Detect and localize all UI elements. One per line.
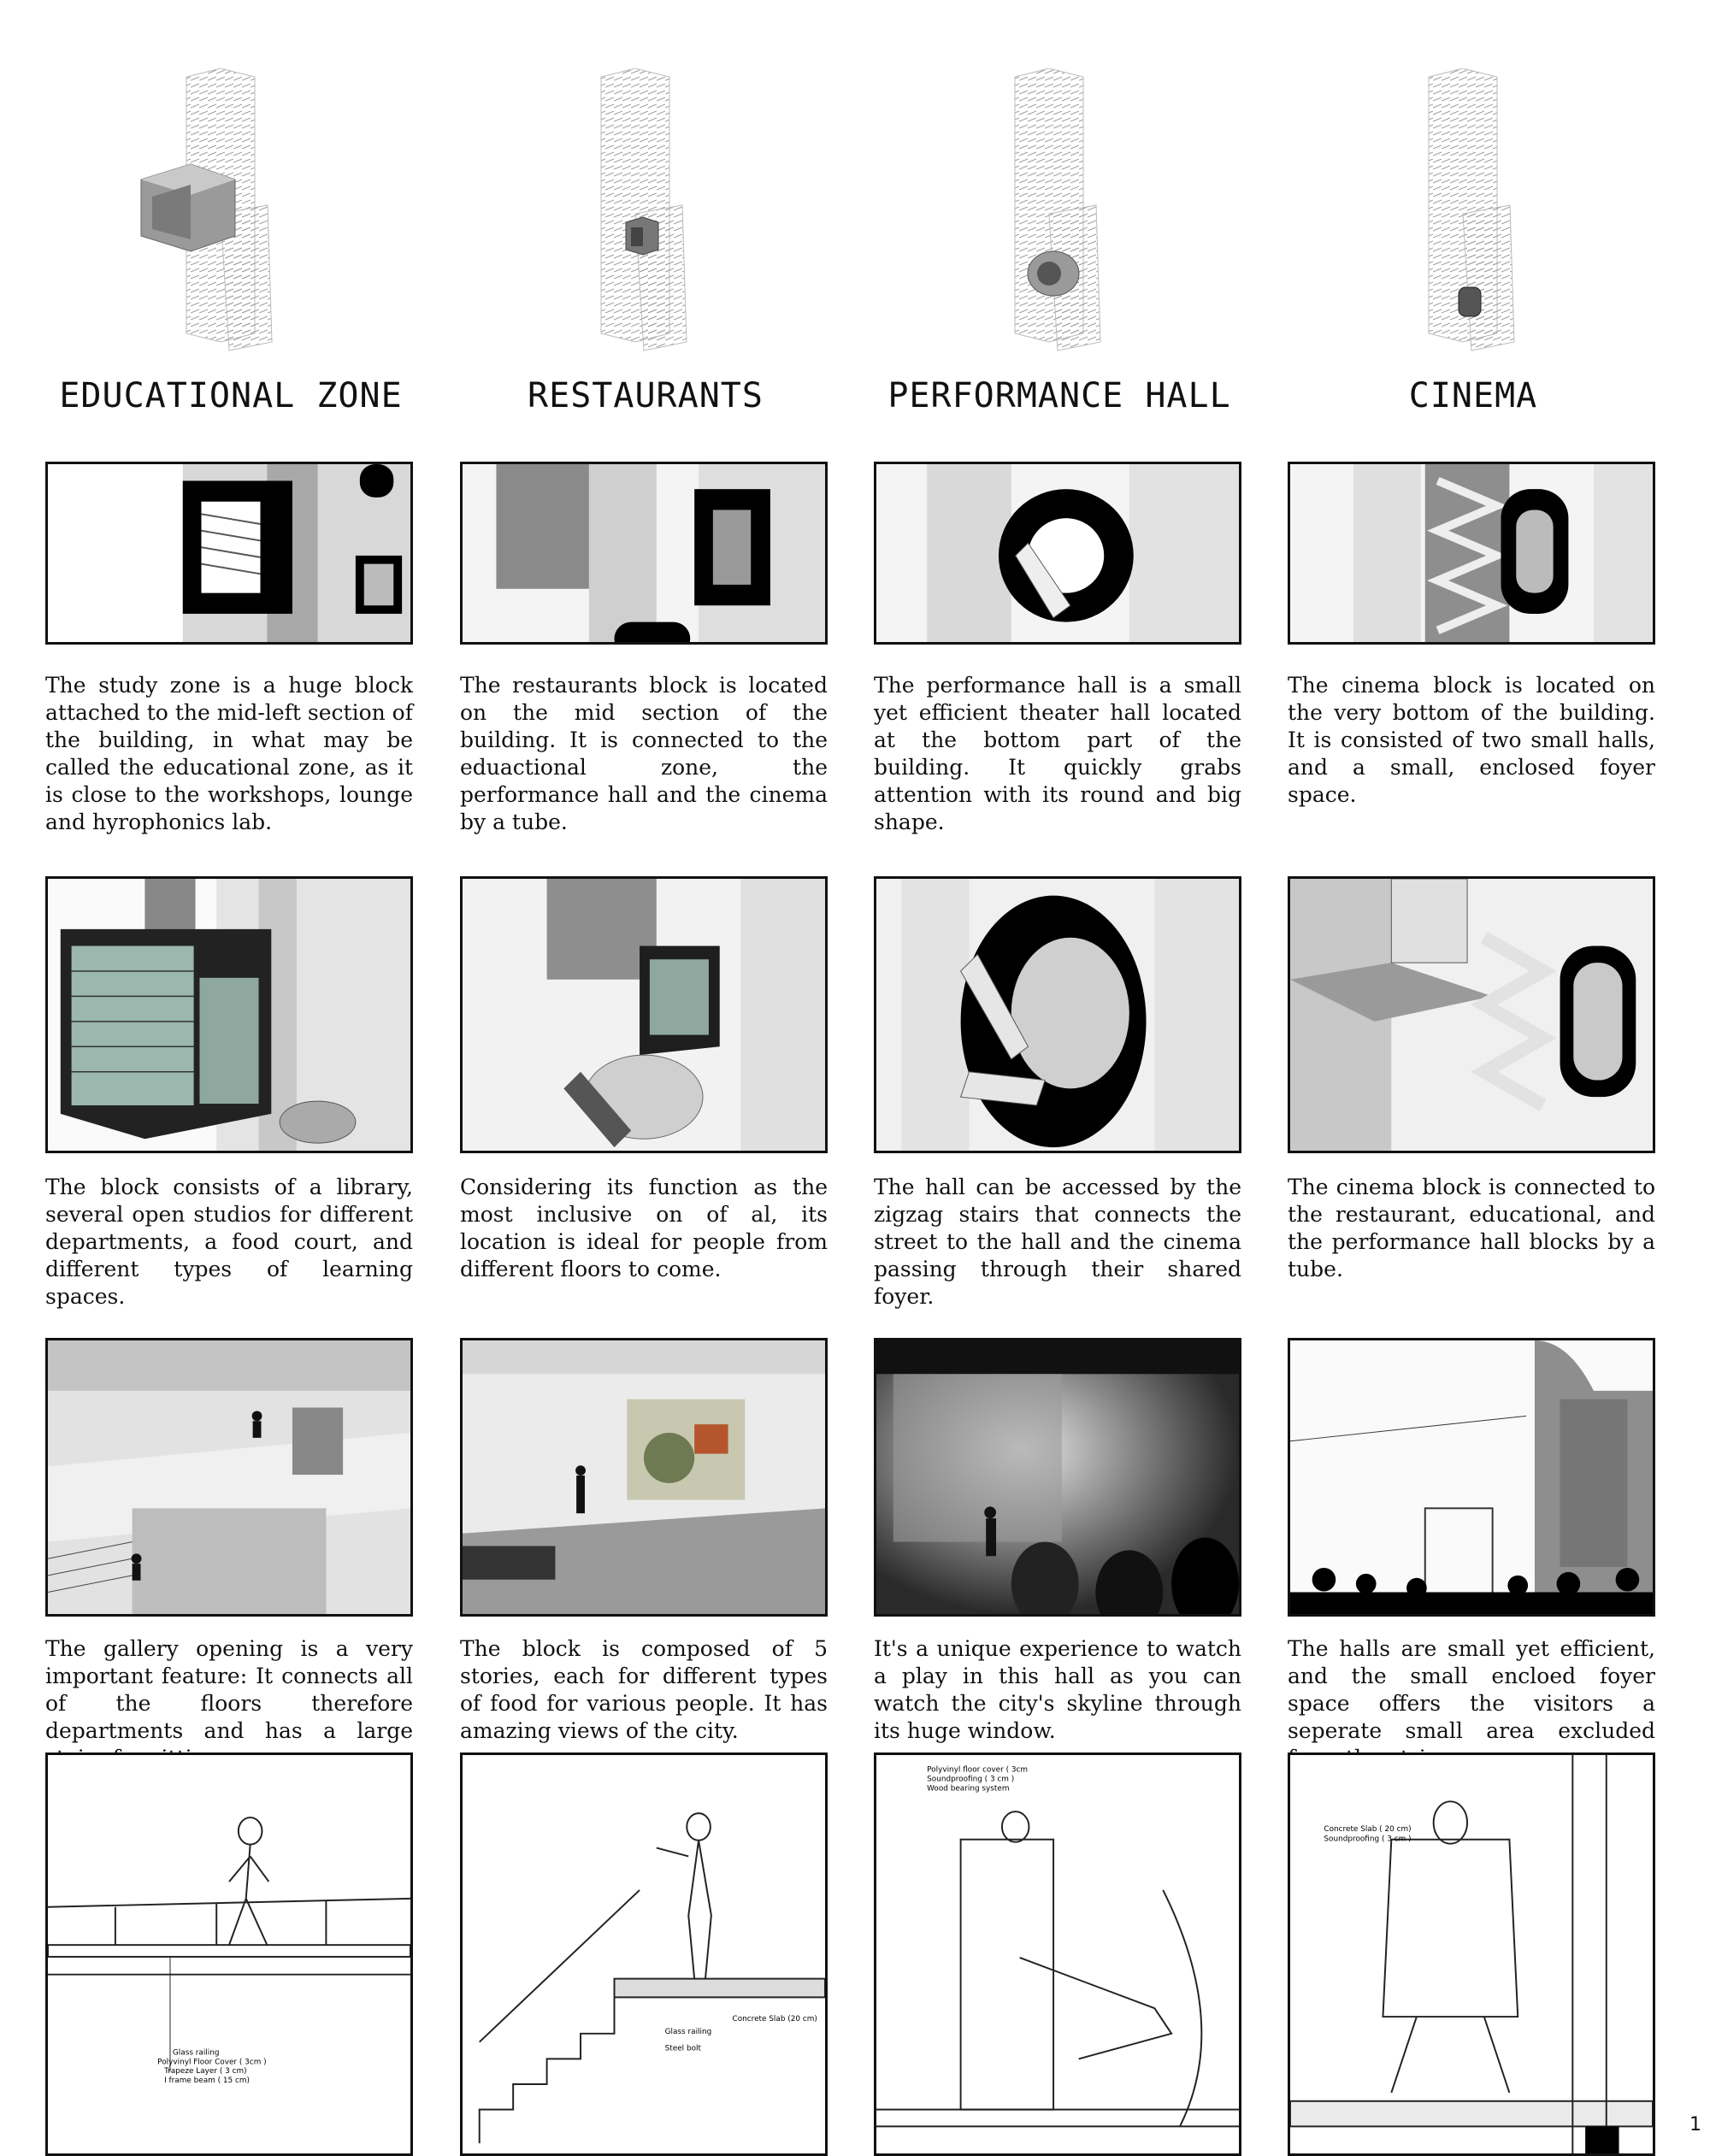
column-cinema bbox=[1288, 0, 1659, 2137]
interior-description: The block is composed of 5 stories, each for different types of food for various people. It has amazing views of the city. bbox=[460, 1636, 828, 1743]
zone-title: EDUCATIONAL ZONE bbox=[59, 376, 403, 415]
section-detail-panel bbox=[460, 1752, 828, 2156]
interior-description: The gallery opening is a very important feature: It connects all of the floors therefore departments and has a large bbox=[45, 1636, 413, 1743]
detail-label: Trapeze Layer ( 3 cm) bbox=[164, 2067, 247, 2076]
block-illustration-panel bbox=[45, 876, 413, 1153]
interior-render-panel bbox=[874, 1338, 1241, 1617]
block-description: The block consists of a library, several open studios for different departments, a food court, and different types of learning spaces. bbox=[45, 1175, 413, 1309]
zone-description: The performance hall is a small yet efficient theater hall located at the bottom part of the building. It quickly grabs attention with its round and big shape. bbox=[874, 673, 1241, 834]
zone-description: The cinema block is located on the very bottom of the building. It is consisted of two small halls, and a small, enclosed foyer space. bbox=[1288, 673, 1655, 807]
page-number: 1 bbox=[1689, 2114, 1701, 2135]
zone-title: RESTAURANTS bbox=[528, 376, 764, 415]
axonometric-panel bbox=[1288, 462, 1655, 645]
interior-description: It's a unique experience to watch a play in this hall as you can watch the city's skyline through its huge window. bbox=[874, 1636, 1241, 1743]
block-description: The cinema block is connected to the restaurant, educational, and the performance hall blocks by a tube. bbox=[1288, 1175, 1655, 1281]
detail-label: Soundproofing ( 3 cm ) bbox=[1324, 1835, 1412, 1844]
zone-title: CINEMA bbox=[1408, 376, 1538, 415]
detail-label: Concrete Slab ( 20 cm) bbox=[1324, 1824, 1412, 1834]
detail-label: Concrete Slab (20 cm) bbox=[732, 2014, 817, 2023]
detail-label: Glass railing bbox=[664, 2027, 712, 2036]
zone-title: PERFORMANCE HALL bbox=[887, 376, 1231, 415]
axonometric-panel bbox=[45, 462, 413, 645]
axonometric-panel bbox=[874, 462, 1241, 645]
zone-description: The study zone is a huge block attached to the mid-left section of the building, in what may be called the educational zone, as it is close to the workshops, lounge and hyrophonics lab. bbox=[45, 673, 413, 834]
detail-label: Wood bearing system bbox=[927, 1784, 1010, 1794]
block-illustration-panel bbox=[1288, 876, 1655, 1153]
block-illustration-panel bbox=[874, 876, 1241, 1153]
column-performance-hall bbox=[874, 0, 1245, 2137]
interior-render-panel bbox=[1288, 1338, 1655, 1617]
tower-diagram bbox=[1288, 68, 1659, 368]
section-detail-panel bbox=[45, 1752, 413, 2156]
detail-label: Polyvinyl Floor Cover ( 3cm ) bbox=[157, 2058, 267, 2067]
tower-diagram bbox=[874, 68, 1245, 368]
interior-render-panel bbox=[45, 1338, 413, 1617]
detail-label: Soundproofing ( 3 cm ) bbox=[927, 1775, 1015, 1784]
tower-diagram bbox=[460, 68, 831, 368]
detail-label: Polyvinyl floor cover ( 3cm bbox=[927, 1765, 1029, 1775]
block-description: Considering its function as the most inclusive on of al, its location is ideal for people from different floors to come. bbox=[460, 1175, 828, 1281]
section-detail-panel bbox=[1288, 1752, 1655, 2156]
detail-label: Glass railing bbox=[172, 2048, 220, 2058]
interior-description: The halls are small yet efficient, and the small encloed foyer space offers the visitors a seperate small area excluded bbox=[1288, 1636, 1655, 1743]
interior-render-panel bbox=[460, 1338, 828, 1617]
column-educational-zone bbox=[45, 0, 416, 2137]
detail-label: Steel bolt bbox=[664, 2044, 701, 2053]
block-description: The hall can be accessed by the zigzag stairs that connects the street to the hall and the cinema passing through their shared foyer. bbox=[874, 1175, 1241, 1309]
detail-label: I frame beam ( 15 cm) bbox=[164, 2076, 250, 2086]
section-detail-panel bbox=[874, 1752, 1241, 2156]
column-restaurants bbox=[460, 0, 831, 2137]
axonometric-panel bbox=[460, 462, 828, 645]
tower-diagram bbox=[45, 68, 416, 368]
zone-description: The restaurants block is located on the mid section of the building. It is connected to the eduactional zone, the performance hall and the cinema by a tube. bbox=[460, 673, 828, 834]
block-illustration-panel bbox=[460, 876, 828, 1153]
